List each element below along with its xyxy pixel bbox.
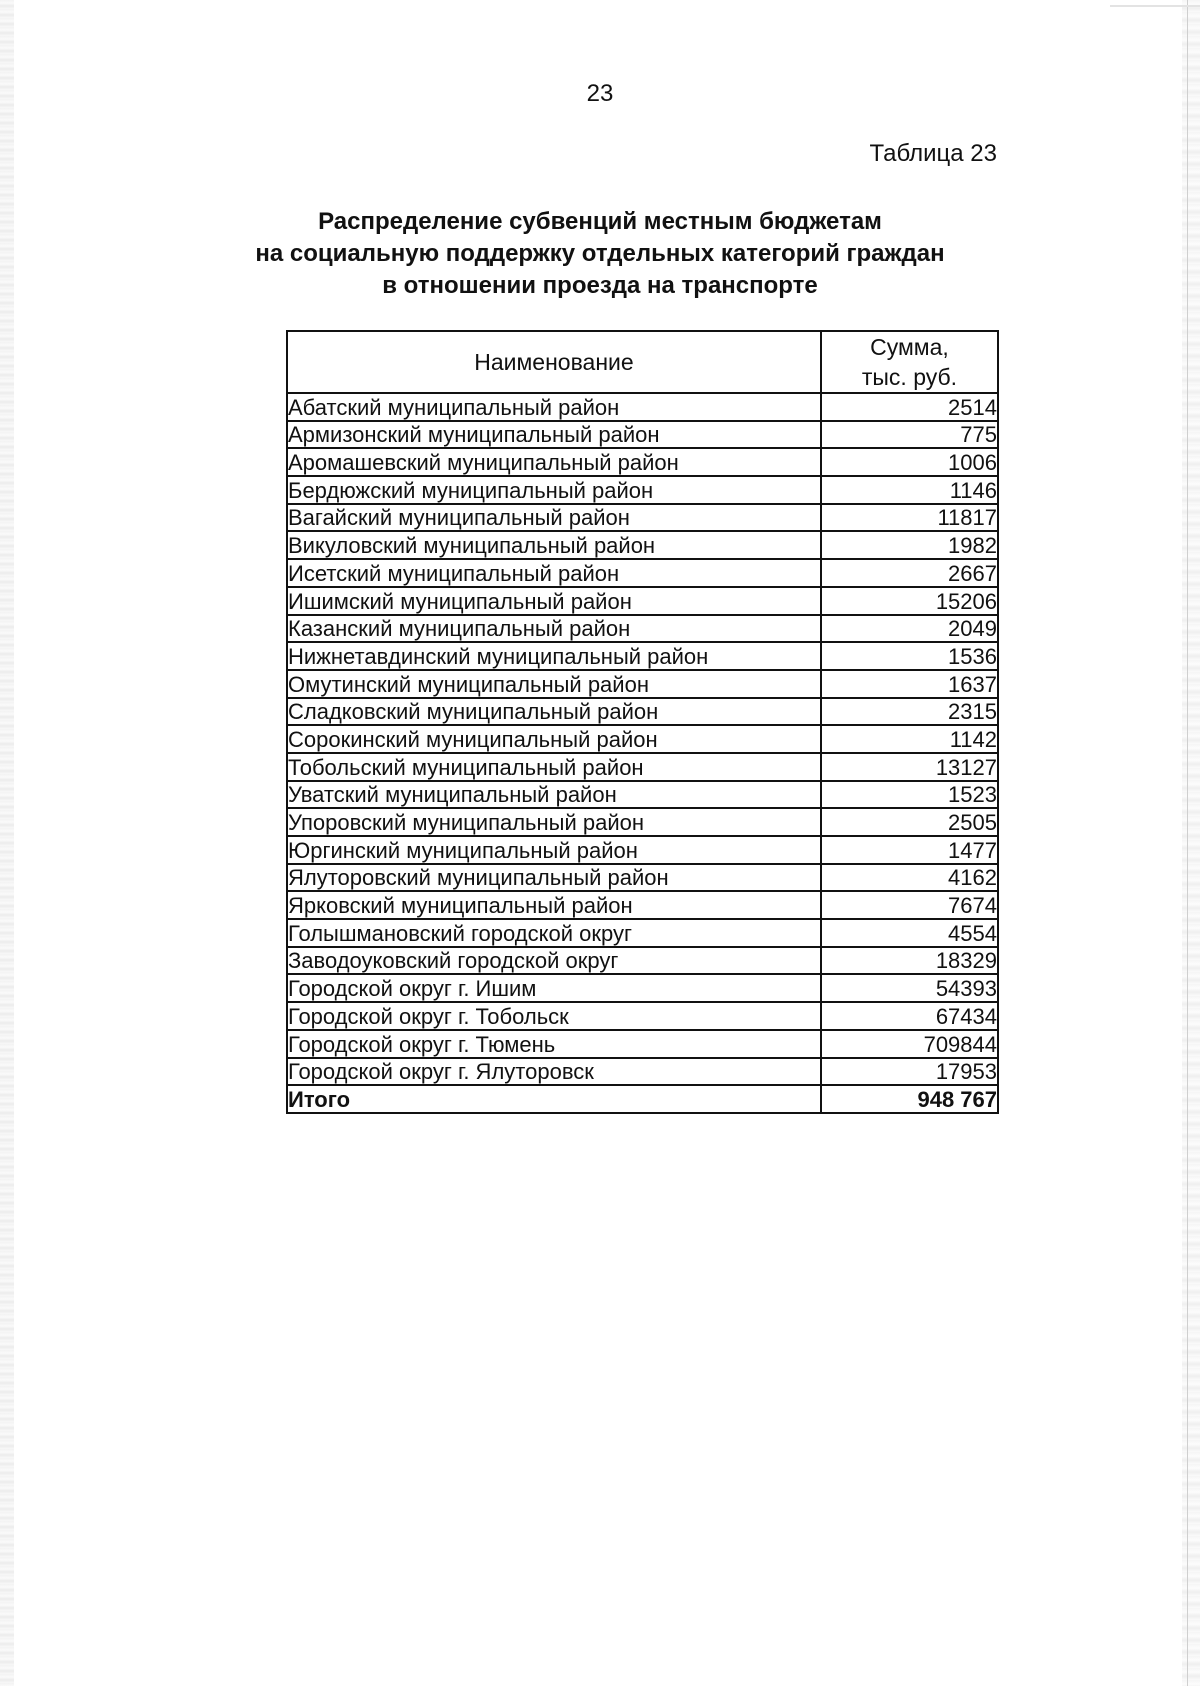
row-amount: 4554 <box>821 919 998 947</box>
row-name: Абатский муниципальный район <box>287 393 821 421</box>
row-name: Бердюжский муниципальный район <box>287 476 821 504</box>
row-name: Голышмановский городской округ <box>287 919 821 947</box>
title-line-1: Распределение субвенций местным бюджетам <box>318 208 882 235</box>
table-row <box>287 781 998 809</box>
row-name: Сладковский муниципальный район <box>287 698 821 726</box>
row-amount: 11817 <box>821 504 998 532</box>
row-name: Исетский муниципальный район <box>287 559 821 587</box>
table-row <box>287 504 998 532</box>
row-name: Городской округ г. Ялуторовск <box>287 1058 821 1086</box>
table-row <box>287 1002 998 1030</box>
table-row <box>287 891 998 919</box>
row-amount: 2505 <box>821 808 998 836</box>
table-row <box>287 587 998 615</box>
row-amount: 2667 <box>821 559 998 587</box>
table-row <box>287 808 998 836</box>
table-row <box>287 531 998 559</box>
row-name: Омутинский муниципальный район <box>287 670 821 698</box>
row-name: Городской округ г. Ишим <box>287 974 821 1002</box>
table-row <box>287 615 998 643</box>
header-sum <box>821 331 998 393</box>
row-amount: 1142 <box>821 725 998 753</box>
table-label: Таблица 23 <box>869 140 997 167</box>
row-name: Армизонский муниципальный район <box>287 421 821 449</box>
table-row <box>287 642 998 670</box>
header-sum-line-1: Сумма, <box>870 334 949 360</box>
row-name: Викуловский муниципальный район <box>287 531 821 559</box>
row-name: Вагайский муниципальный район <box>287 504 821 532</box>
row-name: Заводоуковский городской округ <box>287 947 821 975</box>
row-amount: 67434 <box>821 1002 998 1030</box>
subvention-table <box>286 330 999 1114</box>
table-row <box>287 864 998 892</box>
row-amount: 1523 <box>821 781 998 809</box>
table-row <box>287 919 998 947</box>
scan-top-mark <box>1110 5 1200 7</box>
table-row <box>287 836 998 864</box>
row-name: Уватский муниципальный район <box>287 781 821 809</box>
table-row <box>287 421 998 449</box>
table-row <box>287 1030 998 1058</box>
table-row <box>287 670 998 698</box>
table-row <box>287 1058 998 1086</box>
header-name: Наименование <box>287 331 821 393</box>
row-amount: 775 <box>821 421 998 449</box>
title-line-3: в отношении проезда на транспорте <box>382 272 818 299</box>
table-header-row <box>287 331 998 393</box>
row-name: Нижнетавдинский муниципальный район <box>287 642 821 670</box>
row-amount: 2315 <box>821 698 998 726</box>
row-amount: 54393 <box>821 974 998 1002</box>
row-amount: 1982 <box>821 531 998 559</box>
row-amount: 2514 <box>821 393 998 421</box>
row-amount: 1477 <box>821 836 998 864</box>
table-row <box>287 753 998 781</box>
row-amount: 709844 <box>821 1030 998 1058</box>
row-amount: 1006 <box>821 448 998 476</box>
row-amount: 4162 <box>821 864 998 892</box>
row-amount: 7674 <box>821 891 998 919</box>
row-amount: 18329 <box>821 947 998 975</box>
row-amount: 17953 <box>821 1058 998 1086</box>
row-name: Ярковский муниципальный район <box>287 891 821 919</box>
page-number: 23 <box>586 80 614 107</box>
header-sum-line-2: тыс. руб. <box>861 364 958 390</box>
total-label: Итого <box>287 1085 821 1113</box>
row-amount: 1146 <box>821 476 998 504</box>
row-amount: 2049 <box>821 615 998 643</box>
table-total-row <box>287 1085 998 1113</box>
row-amount: 15206 <box>821 587 998 615</box>
row-name: Городской округ г. Тобольск <box>287 1002 821 1030</box>
row-name: Городской округ г. Тюмень <box>287 1030 821 1058</box>
table-row <box>287 476 998 504</box>
table-row <box>287 698 998 726</box>
title-line-2: на социальную поддержку отдельных категорий граждан <box>255 240 945 267</box>
row-amount: 1637 <box>821 670 998 698</box>
row-name: Тобольский муниципальный район <box>287 753 821 781</box>
row-name: Юргинский муниципальный район <box>287 836 821 864</box>
total-amount: 948 767 <box>821 1085 998 1113</box>
row-amount: 1536 <box>821 642 998 670</box>
row-name: Аромашевский муниципальный район <box>287 448 821 476</box>
table-row <box>287 393 998 421</box>
table-row <box>287 725 998 753</box>
table-row <box>287 974 998 1002</box>
table-row <box>287 947 998 975</box>
row-name: Казанский муниципальный район <box>287 615 821 643</box>
row-name: Сорокинский муниципальный район <box>287 725 821 753</box>
table-row <box>287 448 998 476</box>
document-title <box>0 206 1200 302</box>
row-amount: 13127 <box>821 753 998 781</box>
row-name: Ялуторовский муниципальный район <box>287 864 821 892</box>
table-body <box>287 393 998 1085</box>
table-row <box>287 559 998 587</box>
row-name: Ишимский муниципальный район <box>287 587 821 615</box>
row-name: Упоровский муниципальный район <box>287 808 821 836</box>
